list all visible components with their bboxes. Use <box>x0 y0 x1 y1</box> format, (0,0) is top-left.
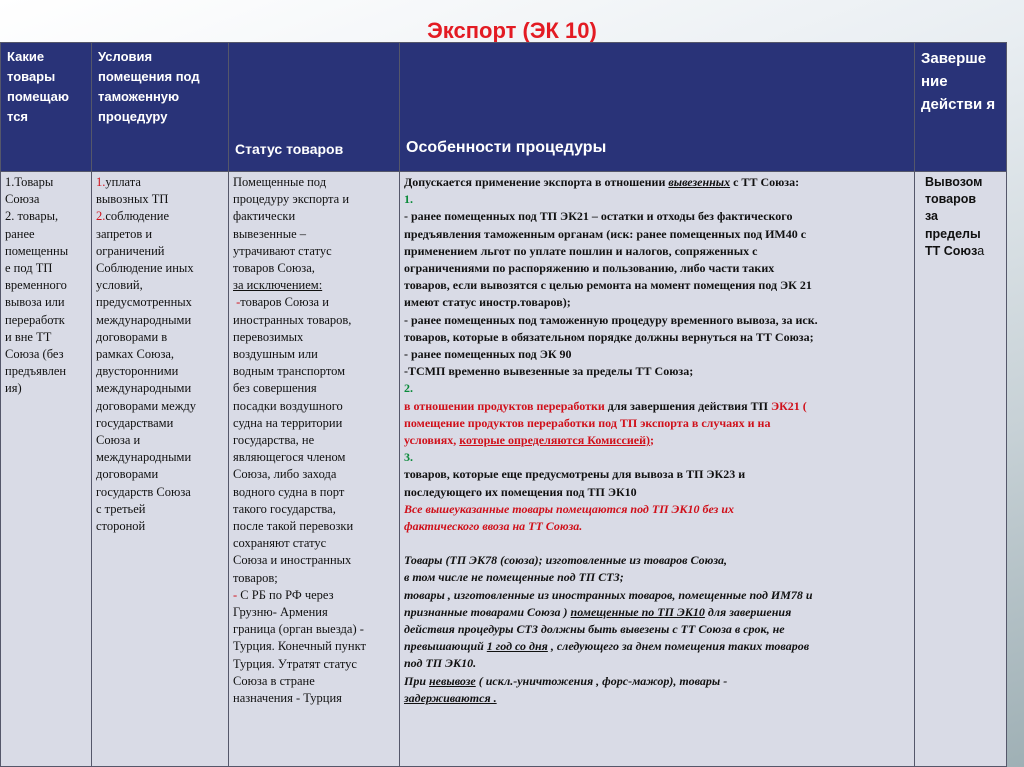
cell-status <box>229 172 400 767</box>
number-label: 2. <box>96 209 106 224</box>
text-line <box>404 432 910 449</box>
text-line: договорами между <box>96 398 196 413</box>
text-line: товаров <box>925 192 977 207</box>
text-line: Союза и иностранных <box>233 553 352 568</box>
text-line: Вывозом <box>925 175 983 189</box>
dash-marker: - <box>236 295 241 310</box>
text-line: ранее <box>5 226 35 241</box>
text-line: имеют статус иностр.товаров); <box>404 295 571 310</box>
text-line: процедуру экспорта и <box>233 192 350 207</box>
text-segment: ТТ Союз <box>925 243 978 258</box>
text-line: договорами в <box>96 329 168 344</box>
text-line: перевозимых <box>233 329 304 344</box>
text-line: договорами <box>96 467 159 482</box>
text-line: Помещенные под <box>233 175 327 189</box>
text-line: Союза <box>5 192 40 207</box>
text-line: ия) <box>5 381 22 396</box>
text-line: товаров Союза, <box>233 261 315 276</box>
text-segment: 1 год со дня <box>486 639 548 654</box>
text-line: посадки воздушного <box>233 398 343 413</box>
text-segment: которые определяются Комиссией) <box>459 433 650 448</box>
text-line: предъявлен <box>5 364 67 379</box>
section-number: 2. <box>404 381 413 396</box>
exception-label: за исключением: <box>233 278 323 293</box>
table-header-row <box>1 43 1007 172</box>
text-line: применением льгот по уплате пошлин и налогов, сопряженных с <box>404 243 758 258</box>
text-line: пределы <box>925 226 981 241</box>
text-segment: превышающий <box>404 639 487 654</box>
text-line: за <box>925 209 939 224</box>
table-row <box>1 172 1007 767</box>
text-segment: С РБ по РФ через <box>237 587 334 602</box>
text-segment: условиях, <box>404 433 460 448</box>
text-line: государства, не <box>233 433 315 448</box>
text-line: запретов и <box>96 226 153 241</box>
text-segment: , следующего за днем помещения таких товаров <box>547 639 810 654</box>
text-line: граница (орган выезда) - <box>233 622 364 637</box>
text-segment: При <box>404 673 430 688</box>
text-line: международными <box>96 381 192 396</box>
text-segment: ; <box>650 433 654 448</box>
text-line: назначения - Турция <box>233 691 342 706</box>
text-segment: товаров Союза и <box>240 295 329 310</box>
text-line: помещение продуктов переработки под ТП экспорта в случаях и на <box>404 415 771 430</box>
text-line: 2. товары, <box>5 209 59 224</box>
cell-features <box>400 172 915 767</box>
text-line: - ранее помещенных под ТП ЭК21 – остатки и отходы без фактического <box>404 209 793 224</box>
number-label: 1. <box>96 175 106 189</box>
spacer <box>404 535 910 552</box>
text-segment: признанные товарами Союза ) <box>404 604 571 619</box>
text-line <box>96 174 224 191</box>
text-segment: Допускается применение экспорта в отношении <box>404 175 669 189</box>
text-line: утрачивают статус <box>233 243 332 258</box>
text-line: Союза, либо захода <box>233 467 337 482</box>
text-line <box>404 398 910 415</box>
text-line: - ранее помещенных под ЭК 90 <box>404 347 572 362</box>
text-line: Турция. Конечный пункт <box>233 639 366 654</box>
text-line: воздушным или <box>233 347 318 362</box>
header-goods: Какие товары помещаю тся <box>1 43 92 172</box>
text-line: двусторонними <box>96 364 179 379</box>
text-line: предъявления таможенным органам (иск: ранее помещенных под ИМ40 с <box>404 226 807 241</box>
text-line: задерживаются . <box>404 690 497 705</box>
text-line: товаров, которые в обязательном порядке должны вернуться на ТТ Союза; <box>404 329 814 344</box>
text-line: переработк <box>5 312 65 327</box>
text-line: Все вышеуказанные товары помещаются под ТП ЭК10 без их <box>404 501 735 516</box>
text-line: с третьей <box>96 501 146 516</box>
text-line: без совершения <box>233 381 317 396</box>
cell-completion <box>915 172 1007 767</box>
text-segment: ( искл.-уничтожения , форс-мажор), товары - <box>475 673 728 688</box>
text-line: последующего их помещения под ТП ЭК10 <box>404 484 637 499</box>
text-line: под ТП ЭК10. <box>404 656 477 671</box>
text-segment: для завершения <box>704 604 792 619</box>
text-segment: вывезенных <box>668 175 731 189</box>
section-number: 1. <box>404 192 413 207</box>
dash-marker: - <box>233 587 238 602</box>
text-line: рамках Союза, <box>96 347 175 362</box>
text-line: водным транспортом <box>233 364 346 379</box>
text-line <box>925 243 1002 260</box>
text-line: вывезенные – <box>233 226 307 241</box>
text-line: судна на территории <box>233 415 343 430</box>
text-line <box>404 673 910 690</box>
text-line: Товары (ТП ЭК78 (союза); изготовленные из товаров Союза, <box>404 553 728 568</box>
text-line: фактически <box>233 209 296 224</box>
text-line: Грузню- Армения <box>233 605 328 620</box>
text-line: е под ТП <box>5 261 53 276</box>
text-line: предусмотренных <box>96 295 192 310</box>
text-line <box>233 294 395 311</box>
text-line <box>404 638 910 655</box>
text-line: Союза (без <box>5 347 64 362</box>
header-status: Статус товаров <box>229 43 400 172</box>
header-completion: Заверше ние действи я <box>915 43 1007 172</box>
text-line: фактического ввоза на ТТ Союза. <box>404 519 583 534</box>
text-line <box>96 208 224 225</box>
text-line: товаров, если вывозятся с целью ремонта на момент помещения под ЭК 21 <box>404 278 812 293</box>
text-line: государствами <box>96 415 174 430</box>
text-line: иностранных товаров, <box>233 312 352 327</box>
text-segment: невывозе <box>429 673 476 688</box>
text-line: Турция. Утратят статус <box>233 656 357 671</box>
text-line: и вне ТТ <box>5 329 52 344</box>
text-line: товаров, которые еще предусмотрены для вывоза в ТП ЭК23 и <box>404 467 746 482</box>
page-title: Экспорт (ЭК 10) <box>427 18 597 43</box>
text-line: условий, <box>96 278 143 293</box>
text-line: международными <box>96 450 192 465</box>
text-line: государств Союза <box>96 484 191 499</box>
section-number: 3. <box>404 450 413 465</box>
text-line: 1.Товары <box>5 175 54 189</box>
text-line: Союза и <box>96 433 141 448</box>
header-conditions: Условия помещения под таможенную процедуру <box>92 43 229 172</box>
text-line <box>404 604 910 621</box>
text-segment: для завершения действия ТП <box>604 398 771 413</box>
text-line <box>404 174 910 191</box>
text-line: международными <box>96 312 192 327</box>
text-line: временного <box>5 278 67 293</box>
text-line: ограничениями по распоряжению и пользованию, либо части таких <box>404 261 775 276</box>
text-line: являющегося членом <box>233 450 346 465</box>
text-line: сохраняют статус <box>233 536 327 551</box>
text-line: вывозных ТП <box>96 192 169 207</box>
text-line <box>233 587 395 604</box>
text-segment: уплата <box>105 175 141 189</box>
text-line: Соблюдение иных <box>96 261 194 276</box>
text-segment: в отношении продуктов переработки <box>404 398 605 413</box>
text-segment: а <box>977 243 985 258</box>
text-line: товары , изготовленные из иностранных товаров, помещенные под ИМ78 и <box>404 587 813 602</box>
cell-goods <box>1 172 92 767</box>
text-line: ограничений <box>96 243 165 258</box>
text-line: такого государства, <box>233 501 336 516</box>
text-segment: помещенные по ТП ЭК10 <box>570 604 705 619</box>
text-line: вывоза или <box>5 295 65 310</box>
text-line: товаров; <box>233 570 278 585</box>
text-line: после такой перевозки <box>233 519 354 534</box>
text-segment: соблюдение <box>105 209 169 224</box>
text-line: в том числе не помещенные под ТП СТЗ; <box>404 570 624 585</box>
text-line: - ранее помещенных под таможенную процедуру временного вывоза, за иск. <box>404 312 818 327</box>
text-segment: ЭК21 ( <box>770 398 807 413</box>
text-line: водного судна в порт <box>233 484 345 499</box>
text-segment: с ТТ Союза: <box>730 175 800 189</box>
text-line: стороной <box>96 519 146 534</box>
text-line: Союза в стране <box>233 673 315 688</box>
text-line: помещенны <box>5 243 69 258</box>
cell-conditions <box>92 172 229 767</box>
header-features: Особенности процедуры <box>400 43 915 172</box>
text-line: действия процедуры СТЗ должны быть вывезены с ТТ Союза в срок, не <box>404 622 785 637</box>
procedure-table <box>0 42 1007 767</box>
text-line: -ТСМП временно вывезенные за пределы ТТ Союза; <box>404 364 694 379</box>
